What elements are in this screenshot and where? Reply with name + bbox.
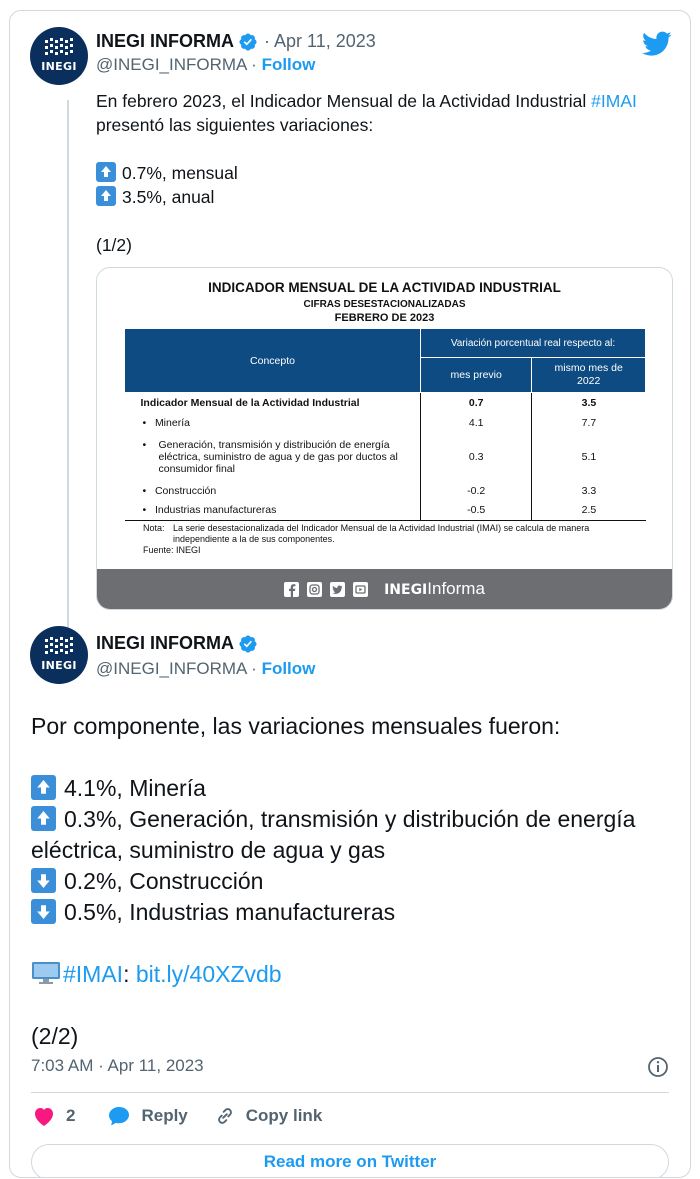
image-footer [97, 569, 672, 609]
info-icon[interactable] [646, 1055, 670, 1079]
data-table [124, 328, 646, 521]
reply-bubble-icon [107, 1105, 131, 1127]
author-row [96, 31, 376, 52]
handle-row [96, 55, 315, 75]
author-name[interactable]: INEGI INFORMA [96, 633, 234, 653]
author-row [96, 633, 258, 654]
verified-badge-icon [238, 32, 258, 52]
image-subtitle-date: FEBRERO DE 2023 [334, 312, 435, 324]
up-arrow-icon [96, 162, 116, 182]
col-header-group: Variación porcentual real respecto al: [420, 329, 645, 358]
like-button[interactable] [32, 1105, 75, 1127]
tweet-1-line2: presentó las siguientes variaciones: [96, 115, 374, 135]
list-item: 3.5%, anual [96, 185, 676, 209]
avatar[interactable] [30, 626, 88, 684]
author-name[interactable]: INEGI INFORMA [96, 31, 234, 51]
action-bar [32, 1105, 348, 1127]
table-row: Indicador Mensual de la Actividad Industrial 0.7 3.5 [125, 393, 646, 413]
verified-badge-icon [238, 634, 258, 654]
youtube-icon [353, 582, 368, 597]
footer-brand: INEGIInforma [384, 579, 485, 598]
image-note: Nota: La serie desestacionalizada del Indicador Mensual de la Actividad Industrial (IMAI) se calcula de manera independiente a la de sus componentes. Fuente: INEGI [143, 523, 643, 556]
list-item: 0.2%, Construcción [31, 866, 671, 897]
twitter-small-icon [330, 582, 345, 597]
tweet-date[interactable]: · Apr 11, 2023 [264, 31, 376, 51]
tweet-2-intro: Por componente, las variaciones mensuales fueron: [31, 713, 561, 739]
col-header-same: mismo mes de 2022 [532, 358, 646, 393]
handle-separator: · [246, 659, 262, 678]
follow-button[interactable]: Follow [261, 55, 316, 74]
link-icon [214, 1105, 236, 1127]
list-item: 0.5%, Industrias manufactureras [31, 897, 671, 928]
tweet-1-line1: En febrero 2023, el Indicador Mensual de la Actividad Industrial [96, 91, 592, 111]
divider [31, 1092, 669, 1093]
short-link[interactable]: bit.ly/40XZvdb [135, 961, 282, 987]
hashtag-link[interactable]: #IMAI [591, 91, 637, 111]
heart-icon [32, 1105, 56, 1127]
handle-row [96, 659, 315, 679]
copy-link-button[interactable] [214, 1105, 323, 1127]
like-count: 2 [66, 1106, 76, 1125]
image-title: INDICADOR MENSUAL DE LA ACTIVIDAD INDUSTRIAL [208, 280, 561, 295]
thread-part-label: (2/2) [31, 1023, 79, 1049]
image-source: Fuente: INEGI [143, 545, 201, 555]
tweet-timestamp[interactable]: 7:03 AM · Apr 11, 2023 [31, 1056, 204, 1075]
col-header-concept: Concepto [125, 329, 421, 393]
col-header-prev: mes previo [420, 358, 531, 393]
handle-separator: · [246, 55, 262, 74]
reply-label: Reply [141, 1106, 188, 1125]
read-more-button[interactable]: Read more on Twitter [31, 1144, 669, 1178]
author-handle[interactable]: @INEGI_INFORMA [96, 55, 247, 74]
attached-image[interactable] [96, 267, 673, 610]
instagram-icon [307, 582, 322, 597]
inegi-logo-icon [45, 38, 73, 58]
up-arrow-icon [31, 775, 56, 800]
down-arrow-icon [31, 899, 56, 924]
tweet-1-text [96, 89, 676, 257]
reply-button[interactable] [107, 1105, 187, 1127]
hashtag-link[interactable]: #IMAI [63, 961, 124, 987]
list-item: 4.1%, Minería [31, 773, 671, 804]
follow-button[interactable]: Follow [261, 659, 316, 678]
computer-icon [31, 961, 61, 985]
up-arrow-icon [31, 806, 56, 831]
copy-link-label: Copy link [245, 1106, 323, 1125]
list-item: 0.7%, mensual [96, 161, 676, 185]
down-arrow-icon [31, 868, 56, 893]
up-arrow-icon [96, 186, 116, 206]
thread-connector [67, 100, 69, 630]
facebook-icon [284, 582, 299, 597]
author-handle[interactable]: @INEGI_INFORMA [96, 659, 247, 678]
tweet-embed-card [9, 10, 691, 1178]
table-row: • Generación, transmisión y distribución de energía eléctrica, suministro de agua y de gas por ductos al consumidor final 0.3 5.1 [125, 433, 646, 481]
inegi-logo-icon [45, 637, 73, 657]
avatar[interactable] [30, 27, 88, 85]
table-row: • Industrias manufactureras -0.5 2.5 [125, 501, 646, 521]
image-subtitle: CIFRAS DESESTACIONALIZADAS [303, 299, 466, 310]
twitter-logo-icon[interactable] [642, 31, 672, 57]
list-item: 0.3%, Generación, transmisión y distribución de energía eléctrica, suministro de agua y gas [31, 806, 636, 863]
tweet-2-text: Por componente, las variaciones mensuales fueron: 4.1%, Minería 0.3%, Generación, transmisión y distribución de energía eléctrica, suministro de agua y gas 0.2%, Construcción 0.5%, Industrias manufactureras #IMAI: bit.ly/40XZvdb (2/2) [31, 711, 671, 1052]
table-row: • Construcción -0.2 3.3 [125, 481, 646, 501]
table-row: • Minería 4.1 7.7 [125, 413, 646, 433]
thread-part-label: (1/2) [96, 235, 132, 255]
avatar-label: INEGI [41, 659, 77, 672]
avatar-label: INEGI [41, 60, 77, 73]
